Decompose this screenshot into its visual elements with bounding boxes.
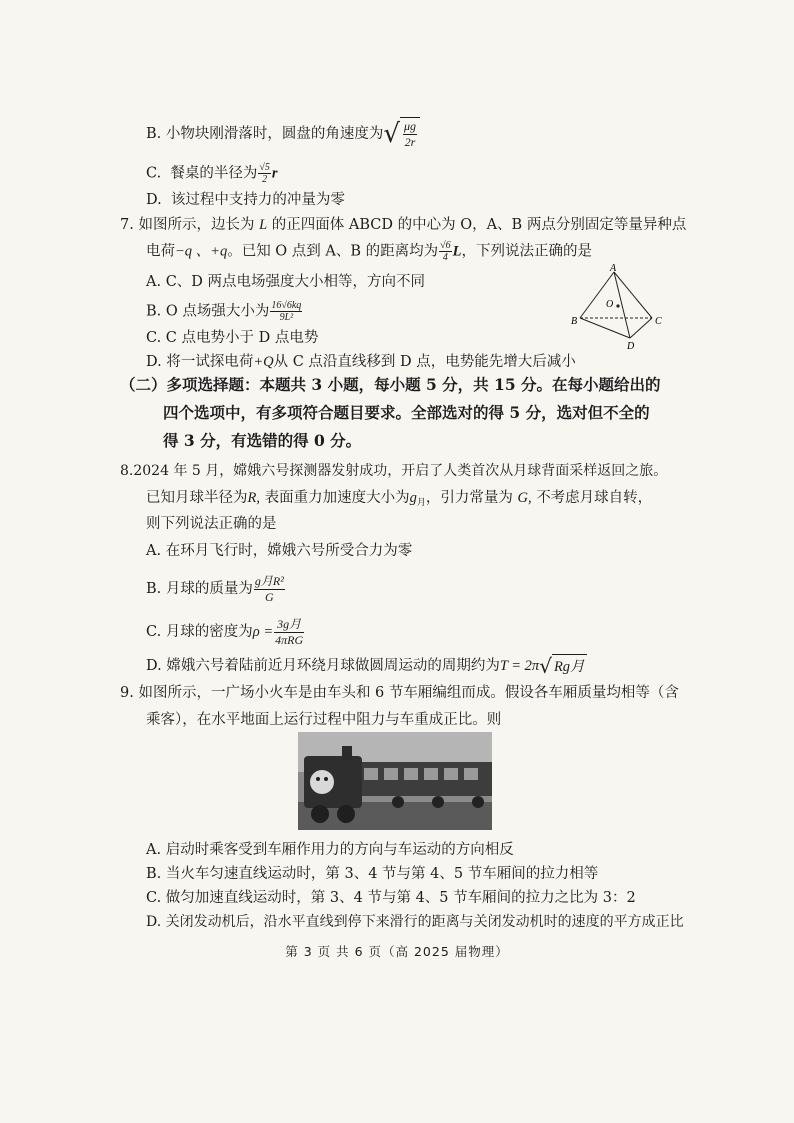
q9-option-b: B. 当火车匀速直线运动时，第 3、4 节与第 4、5 节车厢间的拉力相等 (146, 866, 599, 882)
option-text: 小物块刚滑落时，圆盘的角速度为 (165, 126, 384, 142)
tetrahedron-figure (570, 262, 670, 354)
q9-stem-line2: 乘客），在水平地面上运行过程中阻力与车重成正比。则 (146, 712, 502, 728)
section2-line2: 四个选项中，有多项符合题目要求。全部选对的得 5 分，选对但不全的 (163, 403, 650, 422)
q7-option-d: D. 将一试探电荷+Q从 C 点沿直线移到 D 点，电势能先增大后减小 (146, 354, 576, 370)
q7-option-c: C. C 点电势小于 D 点电势 (146, 330, 319, 346)
page-footer: 第 3 页 共 6 页（高 2025 届物理） (285, 944, 509, 959)
q9-option-a: A. 启动时乘客受到车厢作用力的方向与车运动的方向相反 (146, 842, 514, 858)
option-label: B. (146, 126, 162, 142)
vertex-b-label: B (571, 316, 578, 327)
train-photo (298, 732, 492, 830)
sqrt-expression: √ $\frac{\mu g}{2r}$ (383, 117, 420, 151)
edge-bd (580, 318, 630, 338)
q6-option-d: D. 该过程中支持力的冲量为零 (146, 192, 345, 208)
q9-option-c: C. 做匀加速直线运动时，第 3、4 节与第 4、5 节车厢间的拉力之比为 3：2 (146, 890, 636, 906)
q6-option-c: C. 餐桌的半径为 $\frac{√5}{2}$ r (146, 162, 278, 185)
q6-option-b (146, 116, 420, 152)
q7-stem-line2: 电荷−q 、+q。已知 O 点到 A、B 的距离均为 $\frac{√6}{4}$ L，下列说法正确的是 (146, 240, 593, 263)
q7-option-a: A. C、D 两点电场强度大小相等，方向不同 (146, 274, 426, 290)
question-number: 8. (120, 463, 134, 479)
vertex-d-label: D (627, 341, 635, 352)
question-number: 9. (120, 685, 134, 701)
sqrt-expression: √ Rg月 (539, 654, 585, 678)
edge-ab (580, 272, 614, 318)
q8-stem-line2: 已知月球半径为R, 表面重力加速度大小为$g_月$，引力常量为 G, 不考虑月球自转， (146, 490, 653, 508)
q7-stem-line1: 7. 如图所示，边长为 L 的正四面体 ABCD 的中心为 O，A、B 两点分别固定等量异种点 (120, 217, 687, 233)
vertex-c-label: C (655, 316, 662, 327)
q8-option-b: B. 月球的质量为 $\frac{\text{g月R²}}{G}$ (146, 573, 284, 604)
q8-option-d: D. 嫦娥六号着陆前近月环绕月球做圆周运动的周期约为 T = 2π √ Rg月 (146, 654, 585, 678)
edge-cd (630, 318, 652, 338)
q8-option-a: A. 在环月飞行时，嫦娥六号所受合力为零 (146, 543, 413, 559)
vertex-a-label: A (610, 263, 617, 274)
q8-stem-line1: 8.2024 年 5 月，嫦娥六号探测器发射成功，开启了人类首次从月球背面采样返回之旅。 (120, 463, 668, 479)
section2-line3: 得 3 分，有选错的得 0 分。 (163, 431, 362, 450)
q9-option-d: D. 关闭发动机后，沿水平直线到停下来滑行的距离与关闭发动机时的速度的平方成正比 (146, 914, 684, 930)
section2-line1: （二）多项选择题：本题共 3 小题，每小题 5 分，共 15 分。在每小题给出的 (120, 375, 661, 394)
question-number: 7. (120, 217, 134, 233)
q7-option-b: B. O 点场强大小为 $\frac{16√6kq}{\text{9L²}}$ (146, 300, 302, 323)
q8-stem-line3: 则下列说法正确的是 (146, 516, 277, 532)
center-point (616, 304, 619, 307)
q9-stem-line1: 9. 如图所示，一广场小火车是由车头和 6 节车厢编组而成。假设各车厢质量均相等（含 (120, 685, 679, 701)
q8-option-c: C. 月球的密度为 ρ = $\frac{\text{3g月}}{\text{4πRG}}$ (146, 616, 304, 647)
center-o-label: O (606, 299, 614, 310)
